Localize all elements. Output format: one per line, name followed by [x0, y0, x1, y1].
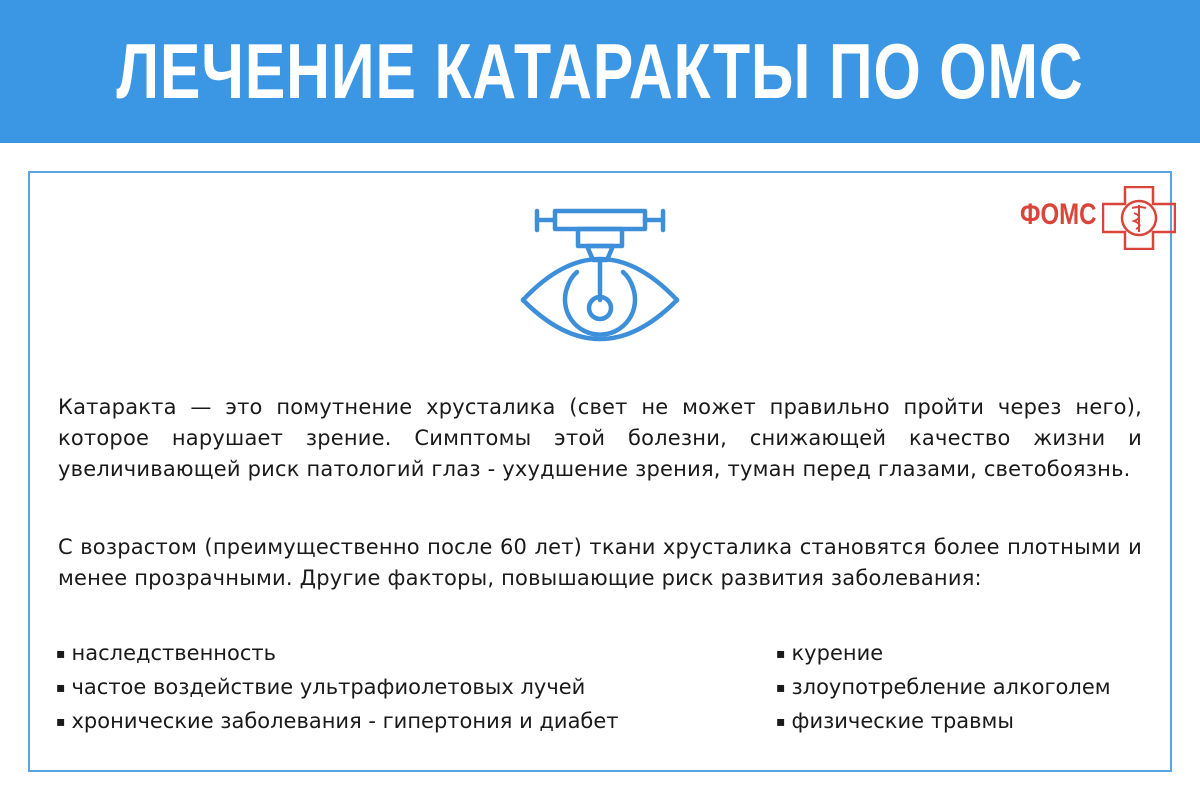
risk-factors-list-right	[776, 638, 1111, 740]
page-title: ЛЕЧЕНИЕ КАТАРАКТЫ ПО ОМС	[116, 27, 1084, 115]
eye-laser-icon	[515, 208, 685, 358]
paragraph-risk-factors: С возрастом (преимущественно после 60 лет) ткани хрусталика становятся более плотными и менее прозрачными. Другие факторы, повышающие риск развития заболевания:	[58, 535, 1142, 590]
medical-cross-caduceus-icon	[1102, 186, 1176, 250]
paragraph-definition: Катаракта — это помутнение хрусталика (свет не может правильно пройти через него), которое нарушает зрение. Симптомы этой болезни, снижающей качество жизни и увеличивающей риск патологий глаз - ухудшение зрения, туман перед глазами, светобоязнь.	[58, 395, 1142, 481]
risk-factors-list-left	[56, 638, 619, 740]
foms-logo	[1020, 186, 1176, 250]
list-item: ▪ наследственность	[56, 638, 619, 672]
list-item: ▪ курение	[776, 638, 1111, 672]
list-item: ▪ злоупотребление алкоголем	[776, 672, 1111, 706]
title-banner	[0, 0, 1200, 143]
list-item: ▪ физические травмы	[776, 706, 1111, 740]
logo-text: ФОМС	[1020, 198, 1097, 231]
list-item: ▪ частое воздействие ультрафиолетовых лучей	[56, 672, 619, 706]
list-item: ▪ хронические заболевания - гипертония и диабет	[56, 706, 619, 740]
